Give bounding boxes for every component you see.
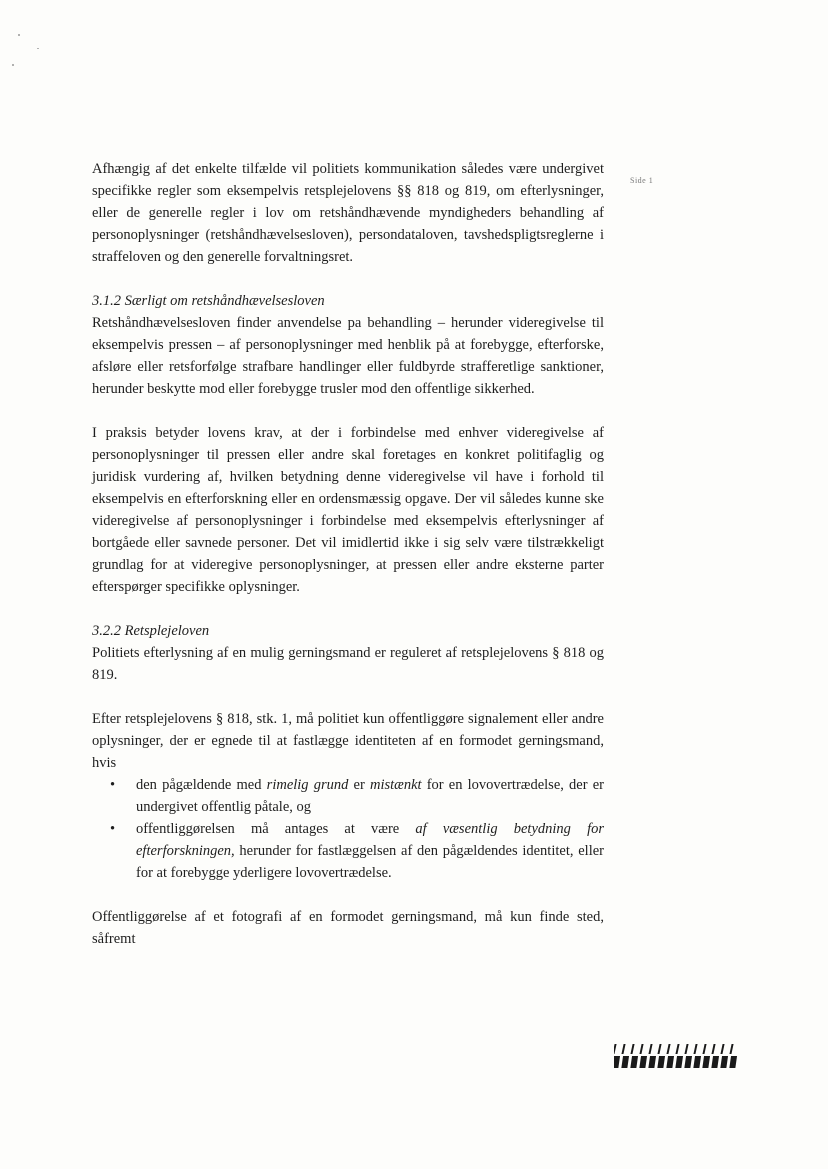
paragraph-322-3: Offentliggørelse af et fotografi af en formodet gerningsmand, må kun finde sted, såfremt [92,909,604,947]
condition-list [92,774,604,884]
section-heading-312: 3.1.2 Særligt om retshåndhævelsesloven [92,293,325,309]
scan-speck [37,48,39,49]
page-marker: Side 1 [630,176,654,185]
scan-speck [18,34,20,36]
condition-item: • offentliggørelsen må antages at være af væsentlig betydning for efterforskningen, herunder for fastlæggelsen af den pågældendes identitet, eller for at forebygge yderligere lovovertrædelse. [136,818,604,884]
section-heading-322: 3.2.2 Retsplejeloven [92,623,210,639]
paragraph-322-2: Efter retsplejelovens § 818, stk. 1, må politiet kun offentliggøre signalement eller andre oplysninger, der er egnede til at fastlægge identiteten af en formodet gerningsmand, hvis [92,711,604,771]
intro-paragraph: Afhængig af det enkelte tilfælde vil politiets kommunikation således være undergivet specifikke regler som eksempelvis retsplejelovens §§ 818 og 819, om efterlysninger, eller de generelle regler i lov om retshåndhævende myndigheders behandling af personoplysninger (retshåndhævelsesloven), persondataloven, tavshedspligtsreglerne i straffeloven og den generelle forvaltningsret. [92,161,604,265]
paragraph-312-2: I praksis betyder lovens krav, at der i forbindelse med enhver videregivelse af personoplysninger til pressen eller andre skal foretages en konkret politifaglig og juridisk vurdering af, hvilken betydning denne videregivelse vil have i forhold til eksempelvis en efterforskning eller en ordensmæssig opgave. Der vil således kunne ske videregivelse af personoplysninger i forbindelse med eksempelvis efterlysninger af bortgåede eller savnede personer. Det vil imidlertid ikke i sig selv være tilstrækkeligt grundlag for at videregive personoplysninger, at pressen eller andre eksterne parter efterspørger specifikke oplysninger. [92,425,604,595]
document-body [92,158,604,950]
scan-speck [12,64,14,66]
document-barcode [614,1042,740,1070]
condition-item: • den pågældende med rimelig grund er mistænkt for en lovovertrædelse, der er undergivet offentlig påtale, og [136,774,604,818]
paragraph-322-1: Politiets efterlysning af en mulig gerningsmand er reguleret af retsplejelovens § 818 og 819. [92,645,604,683]
paragraph-312-1: Retshåndhævelsesloven finder anvendelse pa behandling – herunder videregivelse til eksempelvis pressen – af personoplysninger med henblik på at forebygge, efterforske, afsløre eller retsforfølge strafbare handlinger eller fuldbyrde strafferetlige sanktioner, herunder beskytte mod eller forebygge trusler mod den offentlige sikkerhed. [92,315,604,397]
